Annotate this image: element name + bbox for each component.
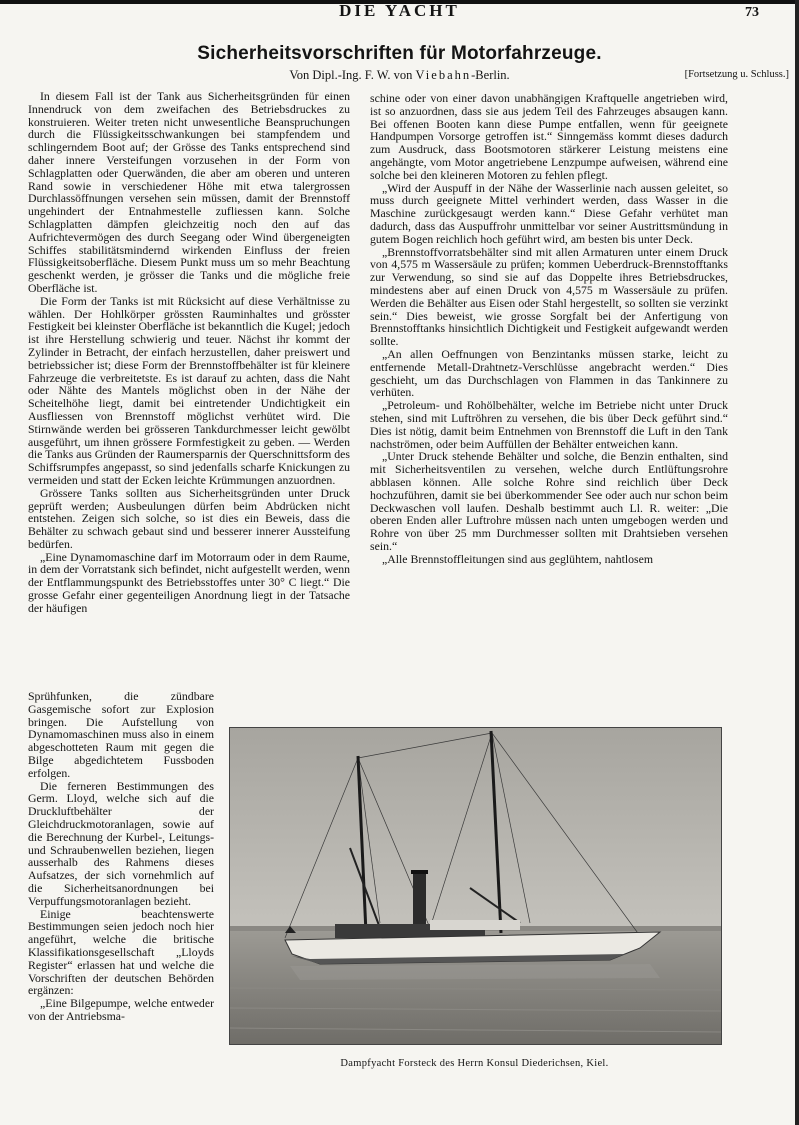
byline-author-name: Viebahn bbox=[415, 68, 472, 82]
narrow-column bbox=[28, 690, 214, 1023]
paragraph: Die Form der Tanks ist mit Rücksicht auf diese Verhältnisse zu wählen. Der Hohlkörper grössten Rauminhaltes und grösster Festigkeit bei kleinster Oberfläche ist bekanntlich die Kugel; jedoch ist ihre Herstellung schwierig und teuer. Nächst ihr kommt der Zylinder in Betracht, der einfach herzustellen, daher preiswert und betriebssicher ist; diese Form der Brennstoffbehälter ist für kleinere Fahrzeuge die verbreitetste. Es ist darauf zu achten, dass die Naht oder Nähte des Mantels möglichst oben in der Nähe der Scheitelhöhe liegt, damit bei eintretender Undichtigkeit ein Ausfliessen von Brennstoff möglichst verhütet wird. Die Stirnwände werden bei grösseren Tankdurchmesser leicht gewölbt ausgeführt, um ihnen grössere Formfestigkeit zu geben. — Werden die Tanks aus Gründen der Raumersparnis der Querschnittsform des Schiffsrumpfes angepasst, so sind jedenfalls scharfe Knickungen zu vermeiden und statt der Ecken leichte Krümmungen anzuordnen. bbox=[28, 293, 350, 487]
paragraph: In diesem Fall ist der Tank aus Sicherheitsgründen für einen Innendruck von dem zweifachen des Betriebsdruckes zu konstruieren. Weiter treten nicht unwesentliche Beanspruchungen durch die Flüssigkeitsschwankungen bei stampfendem und schlingerndem Boot auf; der Grösse des Tanks entsprechend sind daher innere Versteifungen vorzusehen in der Form von Schlagplatten oder Querwänden, die aber am oberen und unteren Rand sowie in verschiedener Höhe mit etwa talergrossen Durchlassöffnungen versehen sein müssen, damit der Brennstoff ungehindert der Entnahmestelle zufliessen kann. Solche Schlagplatten dämpfen gleichzeitig noch den auf das Aufrichtevermögen des durch Seegang oder Wind übergeneigten Schiffes stabilitätsmindernd wirkenden Einfluss der freien Flüssigkeitsoberfläche. Diesem Punkt muss um so mehr Beachtung geschenkt werden, je grösser die Tanks und die mögliche freie Oberfläche ist. bbox=[28, 89, 350, 295]
paragraph: „Eine Dynamomaschine darf im Motorraum oder in dem Raume, in dem der Vorratstank sich befindet, nicht aufgestellt werden, wenn der Entflammungspunkt des Betriebsstoffes unter 30° C liegt.“ Die grosse Gefahr einer gegenteiligen Anordnung liegt in der Tatsache der häufigen bbox=[28, 549, 350, 615]
running-title: DIE YACHT bbox=[339, 1, 460, 20]
byline-suffix: -Berlin. bbox=[471, 68, 510, 82]
byline-prefix: Von Dipl.-Ing. F. W. von bbox=[289, 68, 413, 82]
awning bbox=[430, 920, 520, 930]
page-edge bbox=[795, 0, 799, 1125]
paragraph: Die ferneren Bestimmungen des Germ. Lloyd, welche sich auf die Druckluftbehälter der Gleichdruckmotoranlagen, sowie auf die Berechnung der Kurbel-, Leitungs- und Schraubenwellen beziehen, liegen ausserhalb des Rahmens dieses Aufsatzes, der sich vornehmlich auf die Sicherheitsanordnungen bei Verpuffungsmotoranlagen bezieht. bbox=[28, 778, 214, 908]
paragraph: „Eine Bilgepumpe, welche entweder von der Antriebsma- bbox=[28, 996, 214, 1023]
sky bbox=[230, 728, 721, 933]
paragraph: „Unter Druck stehende Behälter und solche, die Benzin enthalten, sind mit Sicherheitsventilen zu versehen, welche durch Entlüftungsrohre abblasen können. Alle solche Rohre sind reichlich über Deck hochzuführen, damit sie bei überkommender See oder auch nur schon beim Deckwaschen voll laufen. Deshalb bestimmt auch Ll. R. weiter: „Die oberen Enden aller Luftrohre müssen nach unten umgebogen werden und Rohre von über 25 mm Durchmesser sollten mit Drahtsieben versehen sein.“ bbox=[370, 449, 728, 553]
left-column bbox=[28, 90, 350, 615]
continuation-note: [Fortsetzung u. Schluss.] bbox=[684, 69, 789, 80]
paragraph: „Brennstoffvorratsbehälter sind mit allen Armaturen unter einem Druck von 4,575 m Wassersäule zu prüfen; kommen Ueberdruck-Brennstofftanks zur Verwendung, so sind sie auf das Doppelte ihres Betriebsdruckes, mindestens aber auf einen Druck von 4,575 m Wassersäule zu prüfen. Werden die Behälter aus Eisen oder Stahl hergestellt, so sollten sie verzinkt sein.“ Dies beweist, wie grosse Sorgfalt bei der Anfertigung von Brennstofftanks hinsichtlich Dichtigkeit und Festigkeit aufgewandt werden sollte. bbox=[370, 244, 728, 349]
steam-yacht-illustration bbox=[230, 728, 721, 1044]
paragraph: Grössere Tanks sollten aus Sicherheitsgründen unter Druck geprüft werden; Ausbeulungen dürfen beim Abdrücken nicht entstehen. Zeigen sich solche, so ist dies ein Beweis, dass die Behälter zu schwach gebaut sind und besserer innerer Aussteifung bedürfen. bbox=[28, 485, 350, 551]
yacht-photograph bbox=[229, 727, 722, 1045]
paragraph: „Petroleum- und Rohölbehälter, welche im Betriebe nicht unter Druck stehen, sind mit Luftröhren zu versehen, die bis über Deck geführt sind.“ Dies ist nötig, damit beim Entnehmen von Brennstoff die Luft in den Tank nachströmen, oder beim Auffüllen der Behälter entweichen kann. bbox=[370, 398, 728, 451]
reflection bbox=[290, 964, 660, 980]
paragraph: „Alle Brennstoffleitungen sind aus geglühtem, nahtlosem bbox=[382, 551, 654, 566]
funnel-cap bbox=[411, 870, 428, 874]
right-column bbox=[370, 92, 728, 565]
paragraph: „An allen Oeffnungen von Benzintanks müssen starke, leicht zu entfernende Metall-Drahtnetz-Verschlüsse angebracht werden.“ Dies geschieht, um das Durchschlagen von Flammen in das Tankinnere zu verhüten. bbox=[370, 346, 728, 400]
paragraph: Einige beachtenswerte Bestimmungen seien jedoch noch hier angeführt, welche die britische Klassifikationsgesellschaft „Lloyds Register“ erlassen hat und welche die Vorschriften der deutschen Behörden ergänzen: bbox=[28, 906, 214, 998]
paragraph: Sprühfunken, die zündbare Gasgemische sofort zur Explosion bringen. Die Aufstellung von Dynamomaschinen muss also in einem abgeschotteten Raum mit gegen die Bilge abgedichtetem Fussboden erfolgen. bbox=[28, 689, 214, 780]
article-title: Sicherheitsvorschriften für Motorfahrzeuge. bbox=[197, 43, 602, 64]
photo-caption: Dampfyacht Forsteck des Herrn Konsul Diederichsen, Kiel. bbox=[340, 1058, 609, 1069]
paragraph: „Wird der Auspuff in der Nähe der Wasserlinie nach aussen geleitet, so muss durch geeignete Mittel verhindert werden, dass Wasser in die Maschine zurückgesaugt werden kann.“ Diese Gefahr verhütet man dadurch, dass das Auspuffrohr unmittelbar vor seiner Austrittsmündung in gutem Bogen reichlich hoch geführt wird, am besten bis unter Deck. bbox=[370, 180, 728, 246]
byline bbox=[0, 67, 799, 83]
page-number: 73 bbox=[745, 5, 759, 20]
paragraph: schine oder von einer davon unabhängigen Kraftquelle angetrieben wird, ist so anzuordnen, dass sie aus jedem Teil des Fahrzeuges absaugen kann. Bei offenen Booten kann diese Pumpe entfallen, wenn für geeignete Handpumpen Vorsorge getroffen ist.“ Sinngemäss kommt dieses dadurch zum Ausdruck, dass Bootsmotoren stärkerer Leistung meistens eine angehängte, vom Motor angetriebene Lenzpumpe aufweisen, während eine solche bei den kleineren Motoren zu fehlen pflegt. bbox=[370, 91, 728, 182]
funnel bbox=[413, 870, 426, 930]
